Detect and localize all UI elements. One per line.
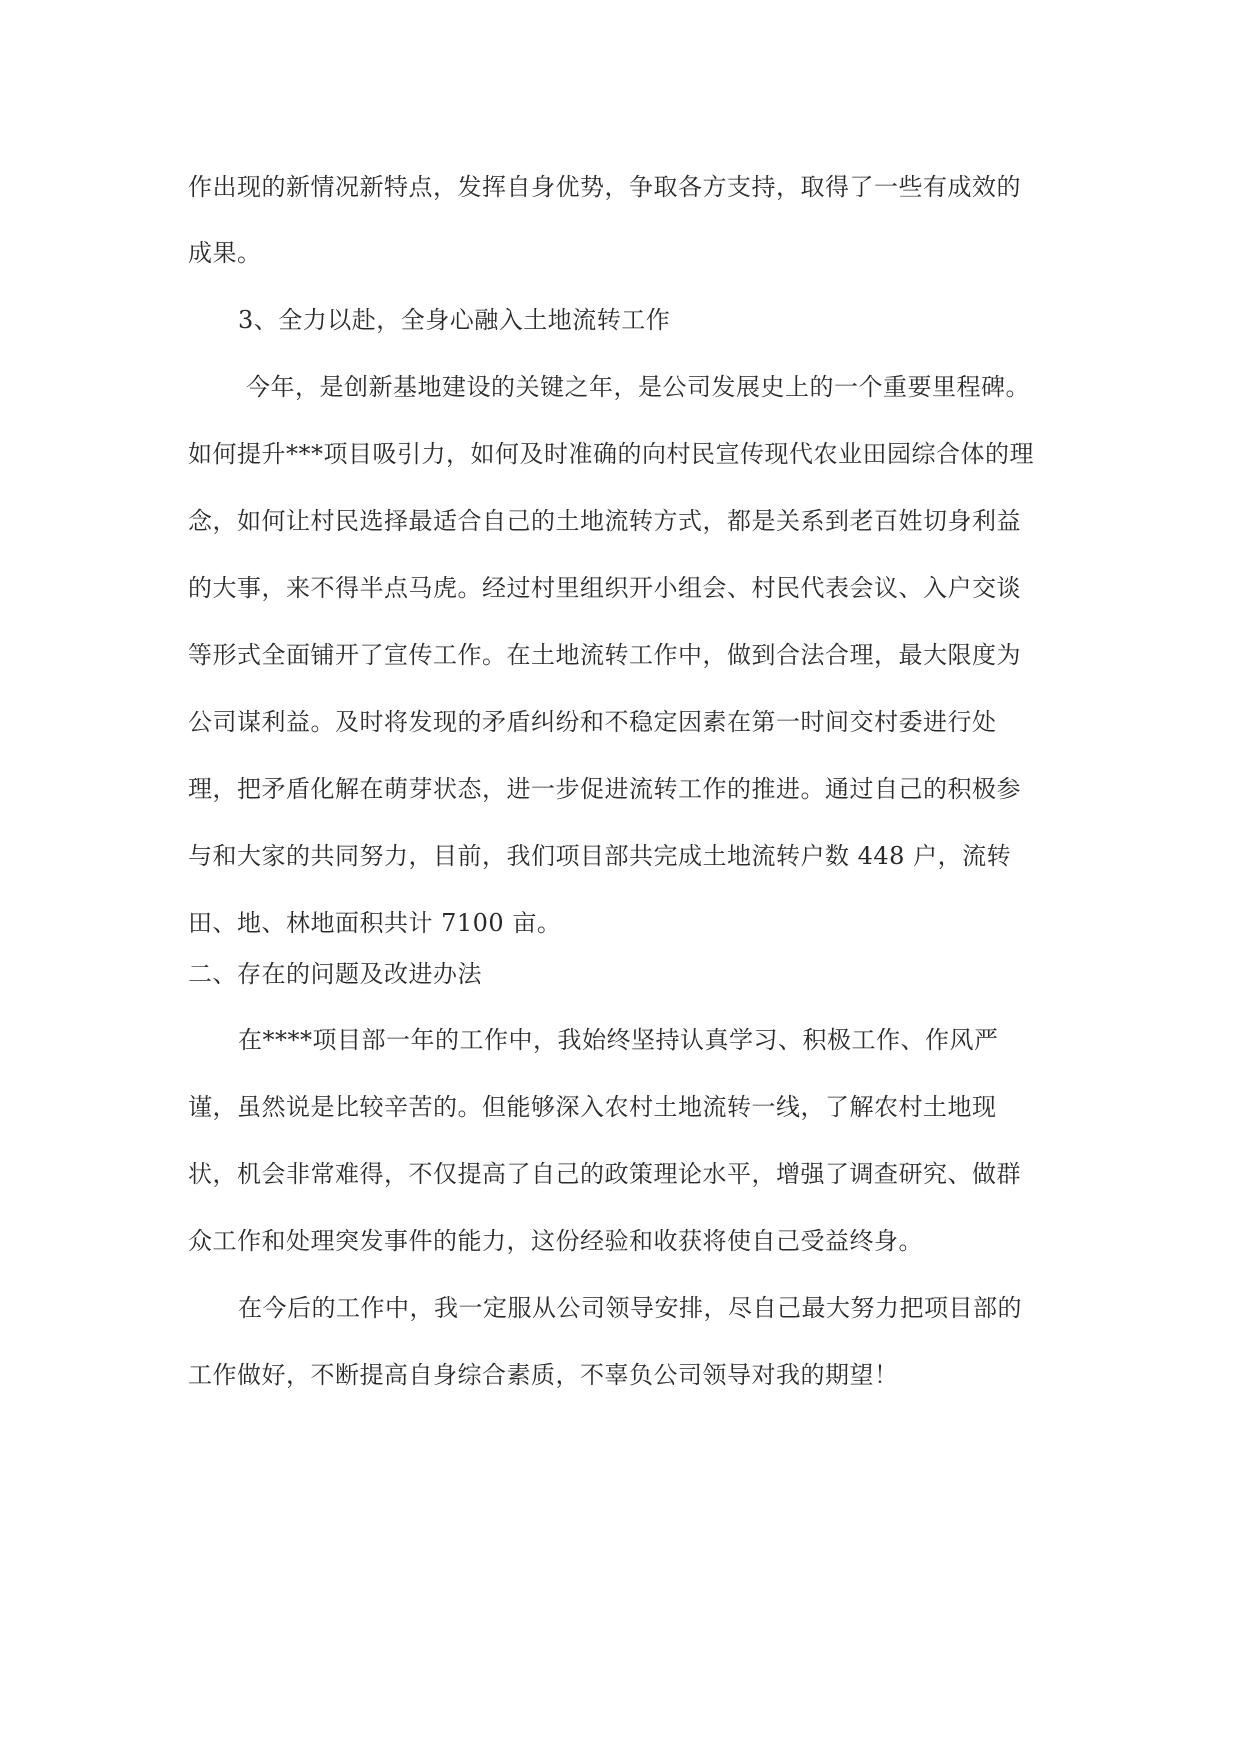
paragraph-first-line: 今年，是创新基地建设的关键之年，是公司发展史上的一个重要里程碑。 [246,373,1030,401]
text-line: 状，机会非常难得，不仅提高了自己的政策理论水平，增强了调查研究、做群 [188,1160,1021,1188]
text-line: 的大事，来不得半点马虎。经过村里组织开小组会、村民代表会议、入户交谈 [188,574,1021,602]
text-line: 田、地、林地面积共计 7100 亩。 [188,909,562,937]
text-line: 等形式全面铺开了宣传工作。在土地流转工作中，做到合法合理，最大限度为 [188,641,1021,669]
text-line: 与和大家的共同努力，目前，我们项目部共完成土地流转户数 448 户，流转 [188,842,1012,870]
text-line: 念，如何让村民选择最适合自己的土地流转方式，都是关系到老百姓切身利益 [188,507,1021,535]
text-line: 成果。 [188,239,262,267]
text-line: 众工作和处理突发事件的能力，这份经验和收获将使自己受益终身。 [188,1227,923,1255]
text-line: 理，把矛盾化解在萌芽状态，进一步促进流转工作的推进。通过自己的积极参 [188,775,1021,803]
paragraph-first-line: 在****项目部一年的工作中，我始终坚持认真学习、积极工作、作风严 [238,1026,999,1054]
section-heading: 3、全力以赴，全身心融入土地流转工作 [238,306,671,334]
text-line: 公司谋利益。及时将发现的矛盾纠纷和不稳定因素在第一时间交村委进行处 [188,708,997,736]
section-heading: 二、存在的问题及改进办法 [188,960,482,988]
text-line: 工作做好，不断提高自身综合素质，不辜负公司领导对我的期望！ [188,1361,899,1389]
paragraph-first-line: 在今后的工作中，我一定服从公司领导安排，尽自己最大努力把项目部的 [238,1294,1022,1322]
text-line: 谨，虽然说是比较辛苦的。但能够深入农村土地流转一线，了解农村土地现 [188,1093,997,1121]
text-line: 如何提升***项目吸引力，如何及时准确的向村民宣传现代农业田园综合体的理 [188,440,1034,468]
text-line: 作出现的新情况新特点，发挥自身优势，争取各方支持，取得了一些有成效的 [188,173,1021,201]
